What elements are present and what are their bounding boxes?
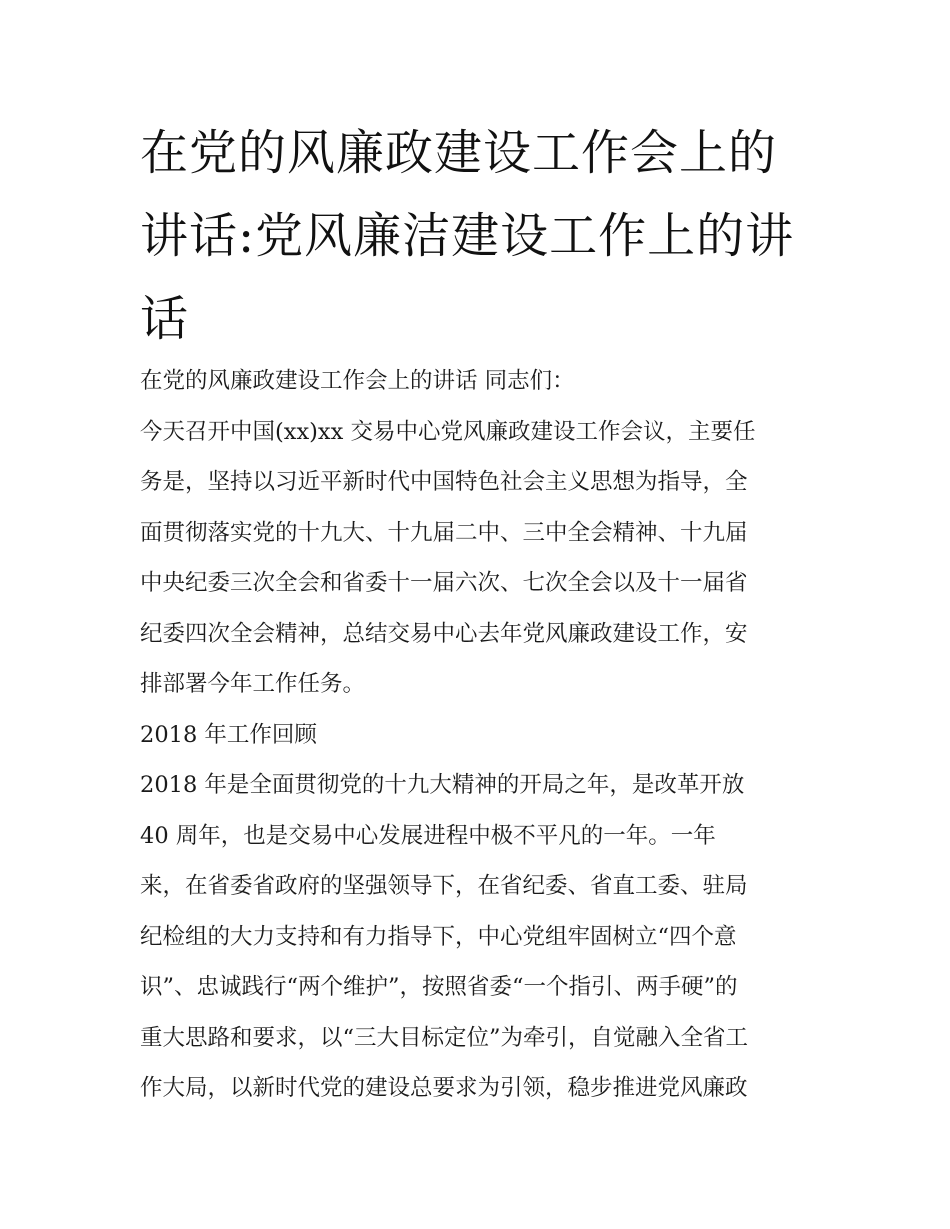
paragraph-line: 2018 年是全面贯彻党的十九大精神的开局之年，是改革开放 bbox=[140, 772, 745, 798]
paragraph-line: 40 周年，也是交易中心发展进程中极不平凡的一年。一年 bbox=[140, 822, 716, 849]
paragraph-line: 今天召开中国(xx)xx 交易中心党风廉政建设工作会议，主要任 bbox=[140, 418, 756, 445]
paragraph-line: 务是，坚持以习近平新时代中国特色社会主义思想为指导，全 bbox=[140, 469, 748, 495]
title-line: 在党的风廉政建设工作会上的 bbox=[140, 125, 778, 181]
paragraph-line: 中央纪委三次全会和省委十一届六次、七次全会以及十一届省 bbox=[140, 570, 748, 596]
paragraph-line: 纪委四次全会精神，总结交易中心去年党风廉政建设工作，安 bbox=[140, 620, 748, 647]
paragraph-line: 重大思路和要求，以“三大目标定位”为牵引，自觉融入全省工 bbox=[140, 1024, 749, 1051]
paragraph-line: 识”、忠诚践行“两个维护”，按照省委“一个指引、两手硬”的 bbox=[140, 974, 738, 1000]
paragraph-line: 来，在省委省政府的坚强领导下，在省纪委、省直工委、驻局 bbox=[140, 873, 748, 899]
document-body bbox=[140, 356, 820, 1114]
paragraph-line: 纪检组的大力支持和有力指导下，中心党组牢固树立“四个意 bbox=[140, 923, 737, 950]
document-title bbox=[140, 112, 820, 361]
greeting-line: 在党的风廉政建设工作会上的讲话 同志们： bbox=[140, 368, 575, 394]
paragraph-line: 排部署今年工作任务。 bbox=[140, 671, 366, 697]
title-line: 话 bbox=[140, 291, 190, 347]
paragraph-line: 面贯彻落实党的十九大、十九届二中、三中全会精神、十九届 bbox=[140, 519, 748, 546]
paragraph-line: 作大局，以新时代党的建设总要求为引领，稳步推进党风廉政 bbox=[140, 1075, 748, 1101]
section-heading: 2018 年工作回顾 bbox=[140, 721, 317, 748]
title-line: 讲话:党风廉洁建设工作上的讲 bbox=[140, 208, 795, 264]
